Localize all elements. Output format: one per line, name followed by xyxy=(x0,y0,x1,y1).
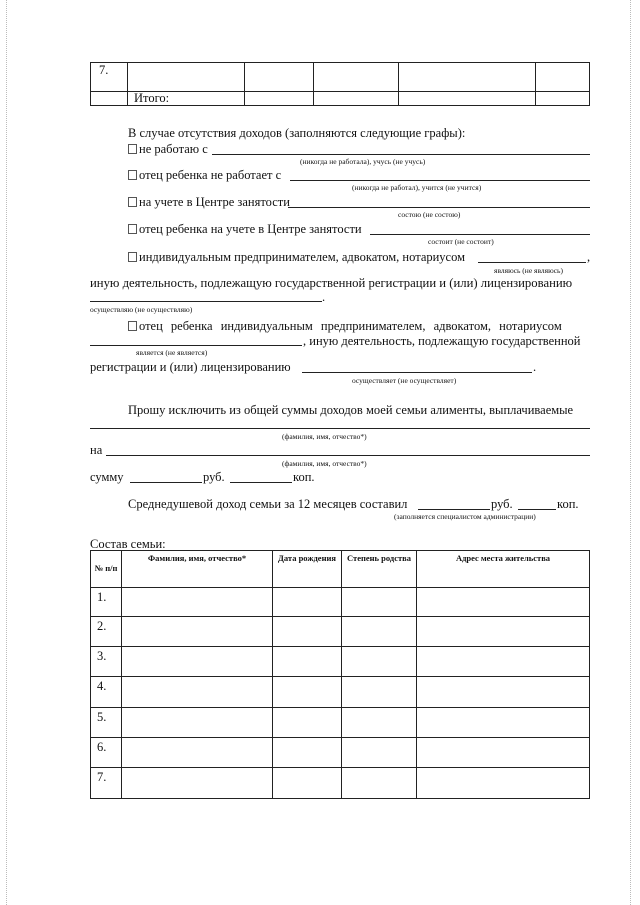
family-title: Состав семьи: xyxy=(90,537,166,551)
option-father-not-working[interactable]: отец ребенка не работает с xyxy=(128,168,281,182)
hint-text: (никогда не работал), учится (не учится) xyxy=(352,183,482,192)
hint-text: осуществляю (не осуществляю) xyxy=(90,305,193,314)
average-kop-field[interactable] xyxy=(518,509,556,510)
answer-line[interactable] xyxy=(302,372,532,373)
row-number: 2. xyxy=(91,617,122,647)
row-number: 5. xyxy=(91,708,122,738)
table-cell[interactable] xyxy=(273,588,342,617)
kop-label: коп. xyxy=(293,470,315,484)
punctuation: , xyxy=(587,250,591,264)
row-number: 6. xyxy=(91,738,122,768)
hint-text: (никогда не работала), учусь (не учусь) xyxy=(300,157,426,166)
income-table xyxy=(90,62,590,106)
table-cell[interactable] xyxy=(273,677,342,708)
answer-line[interactable] xyxy=(478,262,586,263)
average-rub-field[interactable] xyxy=(418,509,490,510)
table-row xyxy=(91,588,590,617)
option-father-entrepreneur[interactable]: отец ребенка индивидуальным предпринимателем, адвокатом, нотариусом xyxy=(128,319,562,333)
hint-text: являюсь (не являюсь) xyxy=(494,266,563,275)
hint-text: (фамилия, имя, отчество*) xyxy=(282,459,367,468)
sum-label: сумму xyxy=(90,470,124,484)
table-cell[interactable] xyxy=(314,92,399,106)
hint-text: состоит (не состоит) xyxy=(428,237,494,246)
punctuation: . xyxy=(533,360,537,374)
table-row-total xyxy=(91,92,590,106)
table-cell[interactable] xyxy=(417,588,590,617)
table-cell[interactable] xyxy=(128,63,245,92)
sum-rub-field[interactable] xyxy=(130,482,202,483)
table-cell[interactable] xyxy=(273,708,342,738)
table-cell[interactable] xyxy=(342,738,417,768)
table-cell[interactable] xyxy=(536,63,590,92)
table-cell[interactable] xyxy=(245,92,314,106)
table-cell[interactable] xyxy=(417,708,590,738)
kop-label: коп. xyxy=(557,497,579,511)
row-number: 3. xyxy=(91,647,122,677)
row-number: 7. xyxy=(91,63,128,92)
left-scan-edge xyxy=(6,0,7,905)
table-cell[interactable] xyxy=(342,588,417,617)
right-scan-edge xyxy=(630,0,631,905)
table-cell[interactable] xyxy=(122,647,273,677)
table-cell xyxy=(91,92,128,106)
other-activity-text: иную деятельность, подлежащую государственной регистрации и (или) лицензированию xyxy=(90,276,573,290)
rub-label: руб. xyxy=(203,470,225,484)
table-cell[interactable] xyxy=(273,738,342,768)
checkbox-icon[interactable] xyxy=(128,224,137,234)
header-birth: Дата рождения xyxy=(273,551,342,588)
table-cell[interactable] xyxy=(273,617,342,647)
table-cell[interactable] xyxy=(314,63,399,92)
table-cell[interactable] xyxy=(273,647,342,677)
table-cell[interactable] xyxy=(417,768,590,799)
table-cell[interactable] xyxy=(342,617,417,647)
row-number: 4. xyxy=(91,677,122,708)
alimony-request-text: Прошу исключить из общей суммы доходов моей семьи алименты, выплачиваемые xyxy=(128,403,574,417)
table-row xyxy=(91,677,590,708)
hint-text: (заполняется специалистом администрации) xyxy=(394,512,536,521)
table-cell[interactable] xyxy=(122,768,273,799)
table-cell[interactable] xyxy=(417,647,590,677)
header-num: № п/п xyxy=(91,551,122,588)
father-licensing-text: регистрации и (или) лицензированию xyxy=(90,360,291,374)
total-label: Итого: xyxy=(128,92,245,106)
option-not-working[interactable]: не работаю с xyxy=(128,142,208,156)
header-address: Адрес места жительства xyxy=(417,551,590,588)
checkbox-icon[interactable] xyxy=(128,170,137,180)
table-cell[interactable] xyxy=(122,738,273,768)
table-row xyxy=(91,63,590,92)
checkbox-icon[interactable] xyxy=(128,144,137,154)
table-row xyxy=(91,738,590,768)
table-cell[interactable] xyxy=(342,677,417,708)
table-cell[interactable] xyxy=(536,92,590,106)
answer-line[interactable] xyxy=(212,154,590,155)
hint-text: (фамилия, имя, отчество*) xyxy=(282,432,367,441)
family-table xyxy=(90,550,590,799)
header-name: Фамилия, имя, отчество* xyxy=(122,551,273,588)
average-income-text: Среднедушевой доход семьи за 12 месяцев составил xyxy=(128,497,408,511)
option-entrepreneur[interactable]: индивидуальным предпринимателем, адвокатом, нотариусом xyxy=(128,250,465,264)
answer-line[interactable] xyxy=(290,180,590,181)
row-number: 7. xyxy=(91,768,122,799)
no-income-heading: В случае отсутствия доходов (заполняются следующие графы): xyxy=(128,126,466,140)
table-header-row xyxy=(91,551,590,588)
table-row xyxy=(91,708,590,738)
table-cell[interactable] xyxy=(417,738,590,768)
table-cell[interactable] xyxy=(342,647,417,677)
header-relation: Степень родства xyxy=(342,551,417,588)
answer-line[interactable] xyxy=(106,455,590,456)
checkbox-icon[interactable] xyxy=(128,252,137,262)
checkbox-icon[interactable] xyxy=(128,321,137,331)
table-cell[interactable] xyxy=(122,677,273,708)
table-row xyxy=(91,768,590,799)
option-employment-center[interactable]: на учете в Центре занятости xyxy=(128,195,290,209)
answer-line[interactable] xyxy=(90,345,302,346)
father-other-activity-text: , иную деятельность, подлежащую государственной xyxy=(303,334,581,348)
table-row xyxy=(91,647,590,677)
table-cell[interactable] xyxy=(245,63,314,92)
table-cell[interactable] xyxy=(417,617,590,647)
hint-text: осуществляет (не осуществляет) xyxy=(352,376,457,385)
table-cell[interactable] xyxy=(342,768,417,799)
on-label: на xyxy=(90,443,103,457)
sum-kop-field[interactable] xyxy=(230,482,292,483)
answer-line[interactable] xyxy=(288,207,590,208)
answer-line[interactable] xyxy=(370,234,590,235)
checkbox-icon[interactable] xyxy=(128,197,137,207)
option-father-employment-center[interactable]: отец ребенка на учете в Центре занятости xyxy=(128,222,362,236)
table-cell[interactable] xyxy=(273,768,342,799)
row-number: 1. xyxy=(91,588,122,617)
table-cell[interactable] xyxy=(417,677,590,708)
table-cell[interactable] xyxy=(342,708,417,738)
table-cell[interactable] xyxy=(122,617,273,647)
answer-line[interactable] xyxy=(90,301,322,302)
hint-text: является (не является) xyxy=(136,348,208,357)
punctuation: . xyxy=(322,290,326,304)
table-cell[interactable] xyxy=(399,63,536,92)
table-cell[interactable] xyxy=(122,708,273,738)
table-cell[interactable] xyxy=(122,588,273,617)
rub-label: руб. xyxy=(491,497,513,511)
table-row xyxy=(91,617,590,647)
answer-line[interactable] xyxy=(90,428,590,429)
hint-text: состою (не состою) xyxy=(398,210,461,219)
table-cell[interactable] xyxy=(399,92,536,106)
